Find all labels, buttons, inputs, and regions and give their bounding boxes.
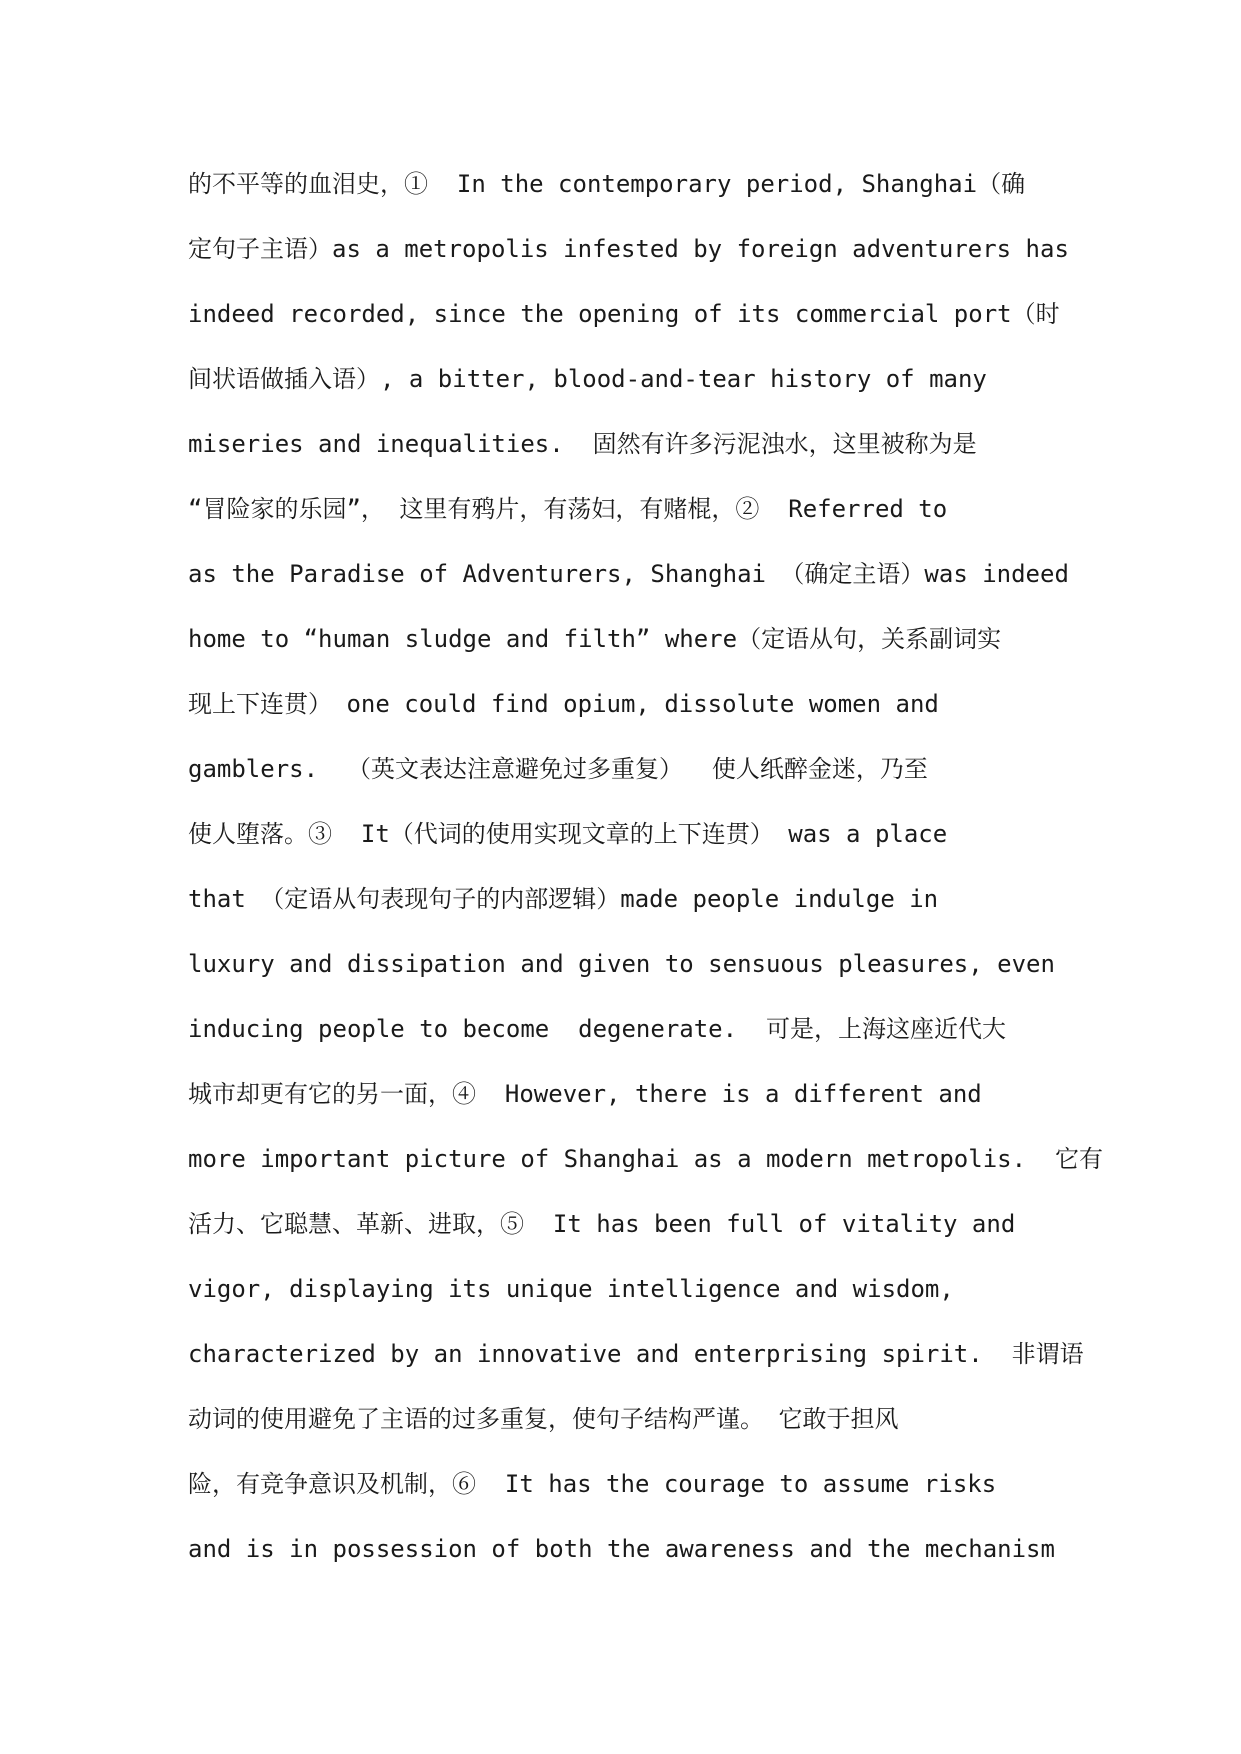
text-line: and is in possession of both the awareness and the mechanism [188,1535,1055,1563]
text-line: 险，有竞争意识及机制，⑥ It has the courage to assume risks [188,1470,997,1498]
text-line: “冒险家的乐园”， 这里有鸦片，有荡妇，有赌棍，② Referred to [188,495,948,523]
text-line: 使人堕落。③ It（代词的使用实现文章的上下连贯） was a place [188,820,948,848]
text-line: 城市却更有它的另一面，④ However, there is a different and [188,1080,982,1108]
text-line: characterized by an innovative and enterprising spirit. 非谓语 [188,1340,1084,1368]
text-line: gamblers. （英文表达注意避免过多重复） 使人纸醉金迷，乃至 [188,755,928,783]
text-line: 动词的使用避免了主语的过多重复，使句子结构严谨。 它敢于担风 [188,1405,899,1433]
text-line: vigor, displaying its unique intelligence and wisdom, [188,1275,954,1303]
text-line: home to “human sludge and filth” where（定语从句，关系副词实 [188,625,1002,653]
text-line: as the Paradise of Adventurers, Shanghai （确定主语）was indeed [188,560,1069,588]
text-line: 的不平等的血泪史，① In the contemporary period, Shanghai（确 [188,170,1026,198]
text-line: 现上下连贯） one could find opium, dissolute women and [188,690,939,718]
text-line: more important picture of Shanghai as a modern metropolis. 它有 [188,1145,1103,1173]
text-line: inducing people to become degenerate. 可是，上海这座近代大 [188,1015,1006,1043]
text-line: luxury and dissipation and given to sensuous pleasures, even [188,950,1055,978]
text-line: 间状语做插入语）, a bitter, blood-and-tear history of many [188,365,987,393]
text-line: that （定语从句表现句子的内部逻辑）made people indulge in [188,885,939,913]
text-line: indeed recorded, since the opening of its commercial port（时 [188,300,1060,328]
text-line: 定句子主语）as a metropolis infested by foreign adventurers has [188,235,1069,263]
text-line: miseries and inequalities. 固然有许多污泥浊水，这里被称为是 [188,430,977,458]
text-line: 活力、它聪慧、革新、进取，⑤ It has been full of vitality and [188,1210,1016,1238]
document-body [188,159,1103,1589]
